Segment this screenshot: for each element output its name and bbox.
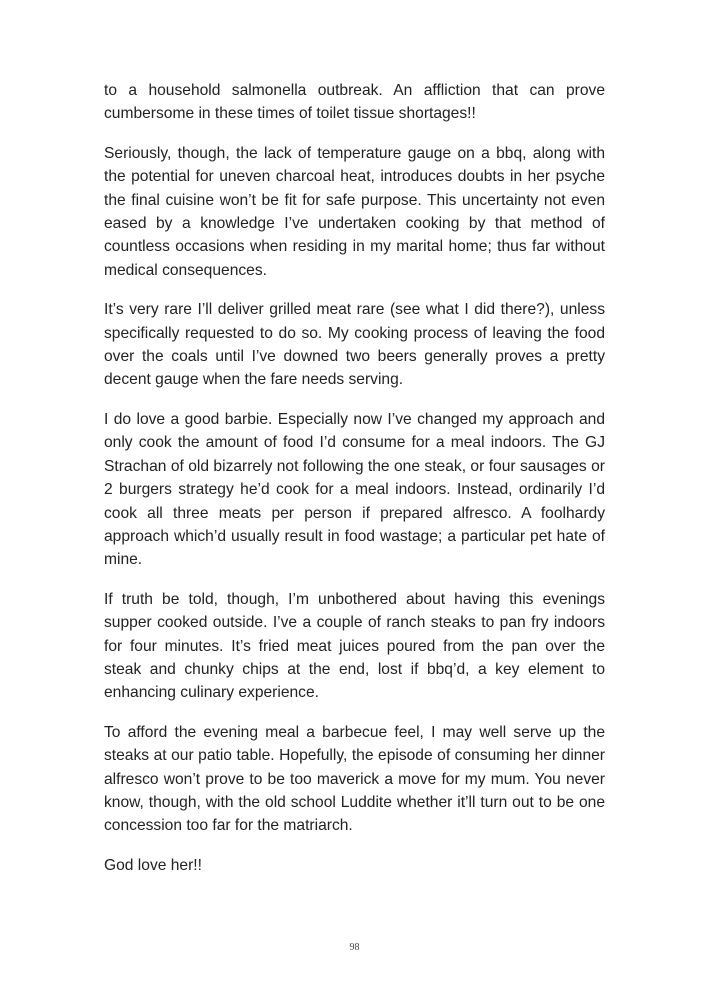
body-text	[104, 79, 605, 893]
paragraph-3: It’s very rare I’ll deliver grilled meat rare (see what I did there?), unless specifically requested to do so. My cooking process of leaving the food over the coals until I’ve downed two beers generally proves a pretty decent gauge when the fare needs serving.	[104, 301, 605, 389]
paragraph-7: God love her!!	[104, 856, 202, 874]
paragraph-5: If truth be told, though, I’m unbothered about having this evenings supper cooked outside. I’ve a couple of ranch steaks to pan fry indoors for four minutes. It’s fried meat juices poured from the pan over the steak and chunky chips at the end, lost if bbq’d, a key element to enhancing culinary experience.	[104, 590, 605, 702]
paragraph-6: To afford the evening meal a barbecue feel, I may well serve up the steaks at our patio table. Hopefully, the episode of consuming her dinner alfresco won’t prove to be too maverick a move for my mum. You never know, though, with the old school Luddite whether it’ll turn out to be one concession too far for the matriarch.	[104, 723, 605, 835]
paragraph-1: to a household salmonella outbreak. An affliction that can prove cumbersome in these times of toilet tissue shortages!!	[104, 82, 605, 123]
page-number: 98	[349, 942, 360, 953]
paragraph-4: I do love a good barbie. Especially now I’ve changed my approach and only cook the amount of food I’d consume for a meal indoors. The GJ Strachan of old bizarrely not following the one steak, or four sausages or 2 burgers strategy he’d cook for a meal indoors. Instead, ordinarily I’d cook all three meats per person if prepared alfresco. A foolhardy approach which’d usually result in food wastage; a particular pet hate of mine.	[104, 410, 605, 569]
paragraph-2: Seriously, though, the lack of temperature gauge on a bbq, along with the potential for uneven charcoal heat, introduces doubts in her psyche the final cuisine won’t be fit for safe purpose. This uncertainty not even eased by a knowledge I’ve undertaken cooking by that method of countless occasions when residing in my marital home; thus far without medical consequences.	[104, 144, 605, 279]
